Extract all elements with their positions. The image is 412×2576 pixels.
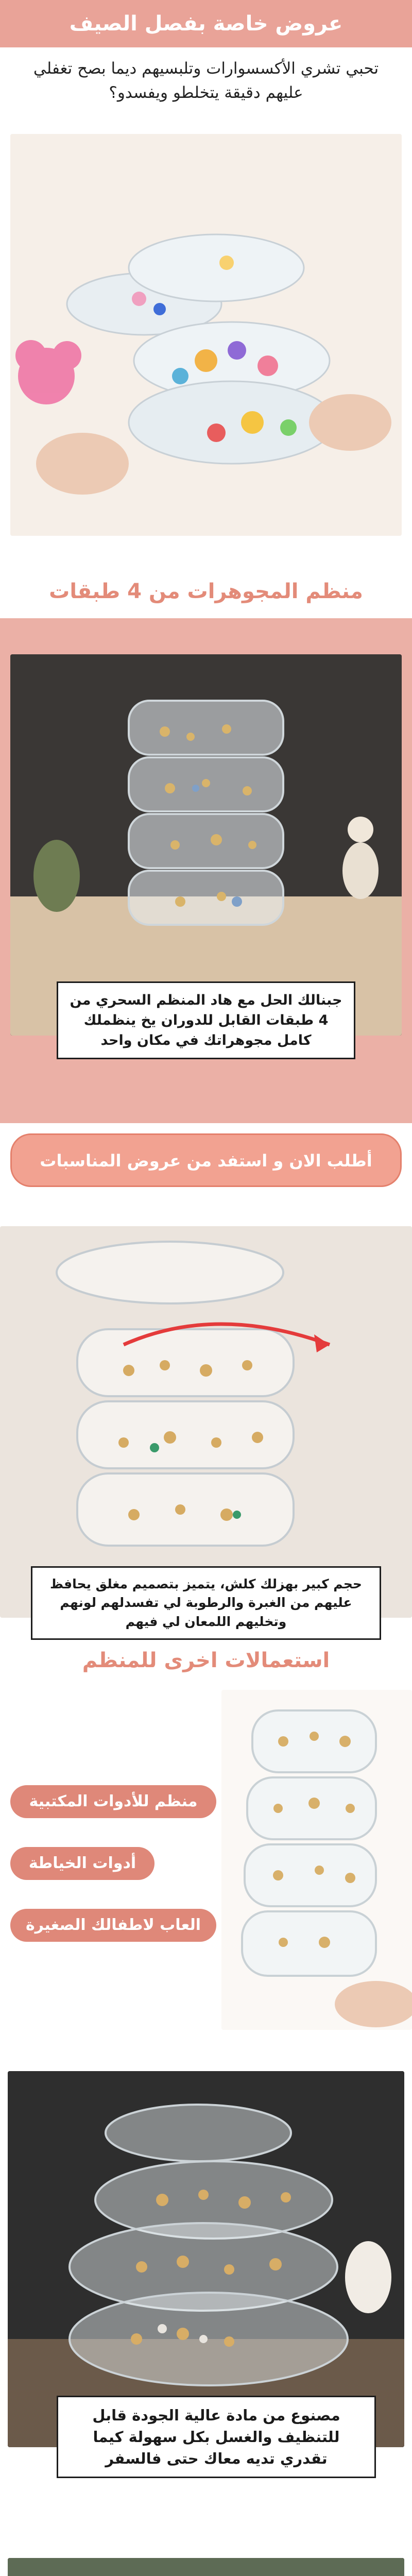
hero-banner <box>0 0 412 47</box>
uses-photo <box>221 1690 412 2030</box>
material-photo <box>8 2071 404 2447</box>
capacity-caption: حجم كبير بهزلك كلش، يتميز بتصميم مغلق يحافظ عليهم من الغبرة والرطوبة لي تفسدلهم لونهم وتخليهم اللمعان لي فيهم <box>31 1566 381 1640</box>
use-item-kids-toys: العاب لاطفالك الصغيرة <box>10 1909 216 1942</box>
organizer-section-title: منظم المجوهرات من 4 طبقات <box>49 580 363 603</box>
order-now-button[interactable]: أطلب الان و استفد من عروض المناسبات <box>10 1133 402 1187</box>
offer-photo <box>8 2558 404 2576</box>
organizer-caption: جبنالك الحل مع هاد المنظم السحري من 4 طبقات القابل للدوران يخ ينظملك كامل مجوهراتك في مكان واحد <box>57 981 355 1059</box>
hero-intro-text: تحبي تشري الأكسسوارات وتلبسيهم ديما بصح تغفلي عليهم دقيقة يتخلطو ويفسدو؟ <box>33 59 379 102</box>
use-item-office: منظم للأدوات المكتبية <box>10 1785 216 1818</box>
use-item-sewing: أدوات الخياطة <box>10 1847 154 1880</box>
material-caption: مصنوع من مادة عالية الجودة قابل للتنظيف والغسل بكل سهولة كيما تقدري تديه معاك حتى فالسفر <box>57 2396 376 2478</box>
organizer-photo <box>10 654 402 1036</box>
hero-photo <box>10 134 402 536</box>
hero-banner-title: عروض خاصة بفصل الصيف <box>69 12 343 36</box>
capacity-photo <box>0 1226 412 1618</box>
uses-section-title: استعمالات اخرى للمنظم <box>82 1649 330 1672</box>
